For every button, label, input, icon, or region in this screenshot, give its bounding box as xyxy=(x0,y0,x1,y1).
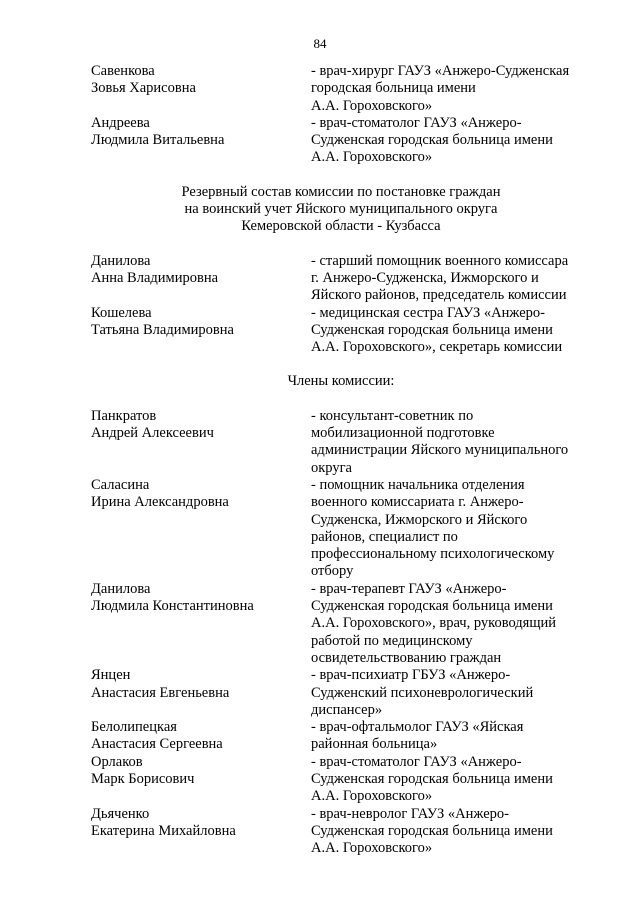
members-heading: Члены комиссии: xyxy=(287,373,395,390)
person-role: - помощник начальника отделения военного комиссариата г. Анжеро- Судженска, Ижморского и Яйского районов, специалист по профессиональному психологическому отбору xyxy=(311,476,555,580)
person-name: Белолипецкая Анастасия Сергеевна xyxy=(91,719,223,753)
person-role: - врач-хирург ГАУЗ «Анжеро-Судженская городская больница имени А.А. Гороховского» xyxy=(311,63,570,114)
person-name: Данилова Анна Владимировна xyxy=(91,252,219,286)
person-name: Андреева Людмила Витальевна xyxy=(91,114,225,149)
person-role: - врач-терапевт ГАУЗ «Анжеро- Судженская городская больница имени А.А. Гороховского», врач, руководящий работой по медицинскому освидетельствованию граждан xyxy=(311,580,557,666)
list-item xyxy=(91,63,601,115)
list-item xyxy=(91,667,601,719)
list-item xyxy=(91,115,601,167)
list-item xyxy=(91,806,601,858)
person-name: Савенкова Зовья Харисовна xyxy=(91,63,196,97)
page-number: 84 xyxy=(313,36,327,51)
reserve-heading: Резервный состав комиссии по постановке граждан на воинский учет Яйского муниципального округа Кемеровской области - Кузбасса xyxy=(181,183,501,235)
person-role: - врач-офтальмолог ГАУЗ «Яйская районная больница» xyxy=(311,719,524,753)
list-item xyxy=(91,581,601,667)
person-name: Орлаков Марк Борисович xyxy=(91,753,195,787)
list-item xyxy=(91,477,601,581)
person-role: - консультант-советник по мобилизационной подготовке администрации Яйского муниципального округа xyxy=(311,407,569,476)
list-item xyxy=(91,253,601,305)
list-item xyxy=(91,719,601,754)
list-item xyxy=(91,408,601,477)
person-name: Янцен Анастасия Евгеньевна xyxy=(91,667,230,701)
list-item xyxy=(91,305,601,357)
person-name: Дьяченко Екатерина Михайловна xyxy=(91,805,236,839)
commission-list xyxy=(91,63,601,857)
person-name: Кошелева Татьяна Владимировна xyxy=(91,304,234,338)
person-role: - медицинская сестра ГАУЗ «Анжеро- Судженская городская больница имени А.А. Гороховского», секретарь комиссии xyxy=(311,304,563,356)
person-role: - врач-стоматолог ГАУЗ «Анжеро- Судженская городская больница имени А.А. Гороховского» xyxy=(311,114,553,166)
list-item xyxy=(91,754,601,806)
person-name: Саласина Ирина Александровна xyxy=(91,476,229,511)
person-name: Панкратов Андрей Алексеевич xyxy=(91,407,214,442)
person-role: - врач-стоматолог ГАУЗ «Анжеро- Судженская городская больница имени А.А. Гороховского» xyxy=(311,753,553,805)
person-name: Данилова Людмила Константиновна xyxy=(91,580,254,615)
person-role: - врач-психиатр ГБУЗ «Анжеро- Судженский психоневрологический диспансер» xyxy=(311,667,534,718)
person-role: - врач-невролог ГАУЗ «Анжеро- Судженская городская больница имени А.А. Гороховского» xyxy=(311,805,553,857)
person-role: - старший помощник военного комиссара г. Анжеро-Судженска, Ижморского и Яйского районов, председатель комиссии xyxy=(311,252,569,304)
